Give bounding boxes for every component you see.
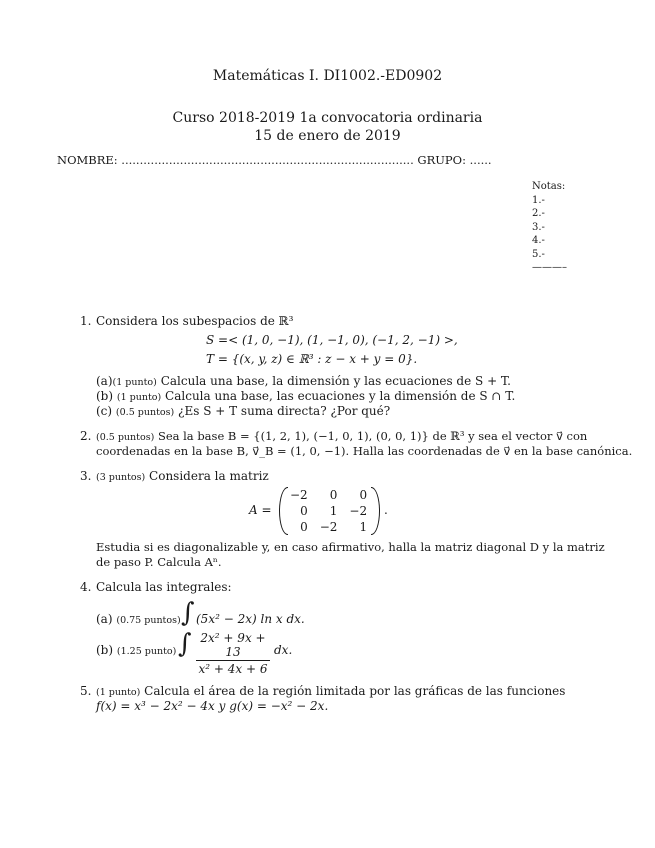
q3-line1: Estudia si es diagonalizable y, en caso afirmativo, halla la matriz diagonal D y la matriz bbox=[96, 540, 605, 554]
nota-item-4: 4.- bbox=[532, 235, 545, 246]
q1a-text: Calcula una base, la dimensión y las ecuaciones de S + T. bbox=[160, 374, 511, 388]
q1a-label: (a) bbox=[96, 374, 113, 388]
q4a-points: (0.75 puntos) bbox=[116, 615, 181, 626]
nota-item-2: 2.- bbox=[532, 208, 545, 219]
matrix-row bbox=[284, 519, 373, 535]
nota-item-1: 1.- bbox=[532, 194, 545, 206]
q1c-text: ¿Es S + T suma directa? ¿Por qué? bbox=[178, 404, 391, 418]
matrix-cell: 0 bbox=[300, 504, 308, 518]
matrix-cell: 0 bbox=[329, 488, 338, 502]
q1c bbox=[96, 404, 390, 418]
q1b-points: (1 punto) bbox=[116, 392, 162, 403]
q2-line2: coordenadas en la base B, v⃗_B = (1, 0, −1). Halla las coordenadas de v⃗ en la base canónica. bbox=[96, 444, 633, 458]
matrix-cell: 1 bbox=[329, 504, 338, 518]
q5-line1: Calcula el área de la región limitada por las gráficas de las funciones bbox=[144, 684, 566, 698]
matrix-cell: 0 bbox=[359, 488, 368, 502]
exam-title: Matemáticas I. DI1002.-ED0902 bbox=[212, 68, 443, 84]
q1b-text: Calcula una base, las ecuaciones y la dimensión de S ∩ T. bbox=[165, 389, 516, 403]
q4b-label: (b) bbox=[96, 643, 114, 657]
q5-points: (1 punto) bbox=[96, 687, 141, 698]
q4b-dx: dx. bbox=[274, 643, 293, 657]
q2-points: (0.5 puntos) bbox=[96, 432, 155, 443]
q3-intro: Considera la matriz bbox=[149, 469, 269, 483]
q4b bbox=[96, 643, 176, 657]
course-line: Curso 2018-2019 1a convocatoria ordinaria bbox=[172, 110, 483, 126]
notas-box bbox=[532, 180, 567, 275]
nota-item-5: 5.- bbox=[532, 248, 545, 260]
q1b bbox=[96, 389, 515, 403]
matrix-right-paren bbox=[371, 487, 380, 535]
matrix-cell: −2 bbox=[290, 488, 308, 502]
exam-date: 15 de enero de 2019 bbox=[254, 128, 401, 144]
matrix-A-label: A = bbox=[249, 503, 272, 517]
q5-line1-wrap bbox=[96, 684, 565, 698]
q1-S-def: S =< (1, 0, −1), (1, −1, 0), (−1, 2, −1) >, bbox=[206, 333, 458, 347]
q5-line2: f(x) = x³ − 2x² − 4x y g(x) = −x² − 2x. bbox=[96, 699, 329, 713]
q4a-integrand: (5x² − 2x) ln x dx. bbox=[196, 612, 305, 626]
fraction-bar bbox=[196, 660, 270, 661]
q4b-integral-sign: ∫ bbox=[178, 629, 192, 659]
q4b-numerator: 2x² + 9x + 13 bbox=[200, 631, 266, 659]
q2-line1 bbox=[96, 429, 587, 443]
q1a-points: (1 punto) bbox=[112, 377, 157, 388]
matrix-cell: −2 bbox=[319, 520, 338, 534]
nota-rule: ———– bbox=[532, 262, 567, 273]
q1c-points: (0.5 puntos) bbox=[115, 407, 175, 418]
q1a bbox=[96, 374, 511, 388]
matrix-cell: −2 bbox=[349, 504, 368, 518]
matrix-A bbox=[284, 487, 373, 535]
q4a bbox=[96, 612, 181, 626]
matrix-cell: 1 bbox=[359, 520, 368, 534]
q1b-label: (b) bbox=[96, 389, 114, 403]
q3-number: 3. bbox=[80, 469, 92, 483]
q4-intro: Calcula las integrales: bbox=[96, 580, 232, 594]
q2-number: 2. bbox=[80, 429, 92, 443]
matrix-row bbox=[284, 503, 373, 519]
q5-number: 5. bbox=[80, 684, 92, 698]
q3-points: (3 puntos) bbox=[96, 472, 146, 483]
nota-item-3: 3.- bbox=[532, 221, 545, 233]
q1-intro: Considera los subespacios de ℝ³ bbox=[96, 314, 294, 328]
name-group-line: NOMBRE: ................................................................................ GRUPO: ...... bbox=[57, 153, 492, 167]
q4a-label: (a) bbox=[96, 612, 113, 626]
q4b-denominator: x² + 4x + 6 bbox=[198, 662, 268, 676]
q3-intro-line bbox=[96, 469, 269, 483]
q1-T-def: T = {(x, y, z) ∈ ℝ³ : z − x + y = 0}. bbox=[206, 352, 418, 366]
q4a-integral-sign: ∫ bbox=[181, 598, 195, 628]
q4b-points: (1.25 punto) bbox=[116, 646, 177, 657]
q4b-fraction bbox=[196, 631, 270, 676]
q1c-label: (c) bbox=[96, 404, 113, 418]
q2-text1: Sea la base B = {(1, 2, 1), (−1, 0, 1), (0, 0, 1)} de ℝ³ y sea el vector v⃗ con bbox=[157, 429, 588, 443]
matrix-cell: 0 bbox=[300, 520, 308, 534]
matrix-period: . bbox=[384, 503, 388, 517]
q3-line2: de paso P. Calcula Aⁿ. bbox=[96, 555, 222, 569]
matrix-row bbox=[284, 487, 373, 503]
q1-number: 1. bbox=[80, 314, 92, 328]
notas-label: Notas: bbox=[532, 181, 566, 192]
q4-number: 4. bbox=[80, 580, 92, 594]
